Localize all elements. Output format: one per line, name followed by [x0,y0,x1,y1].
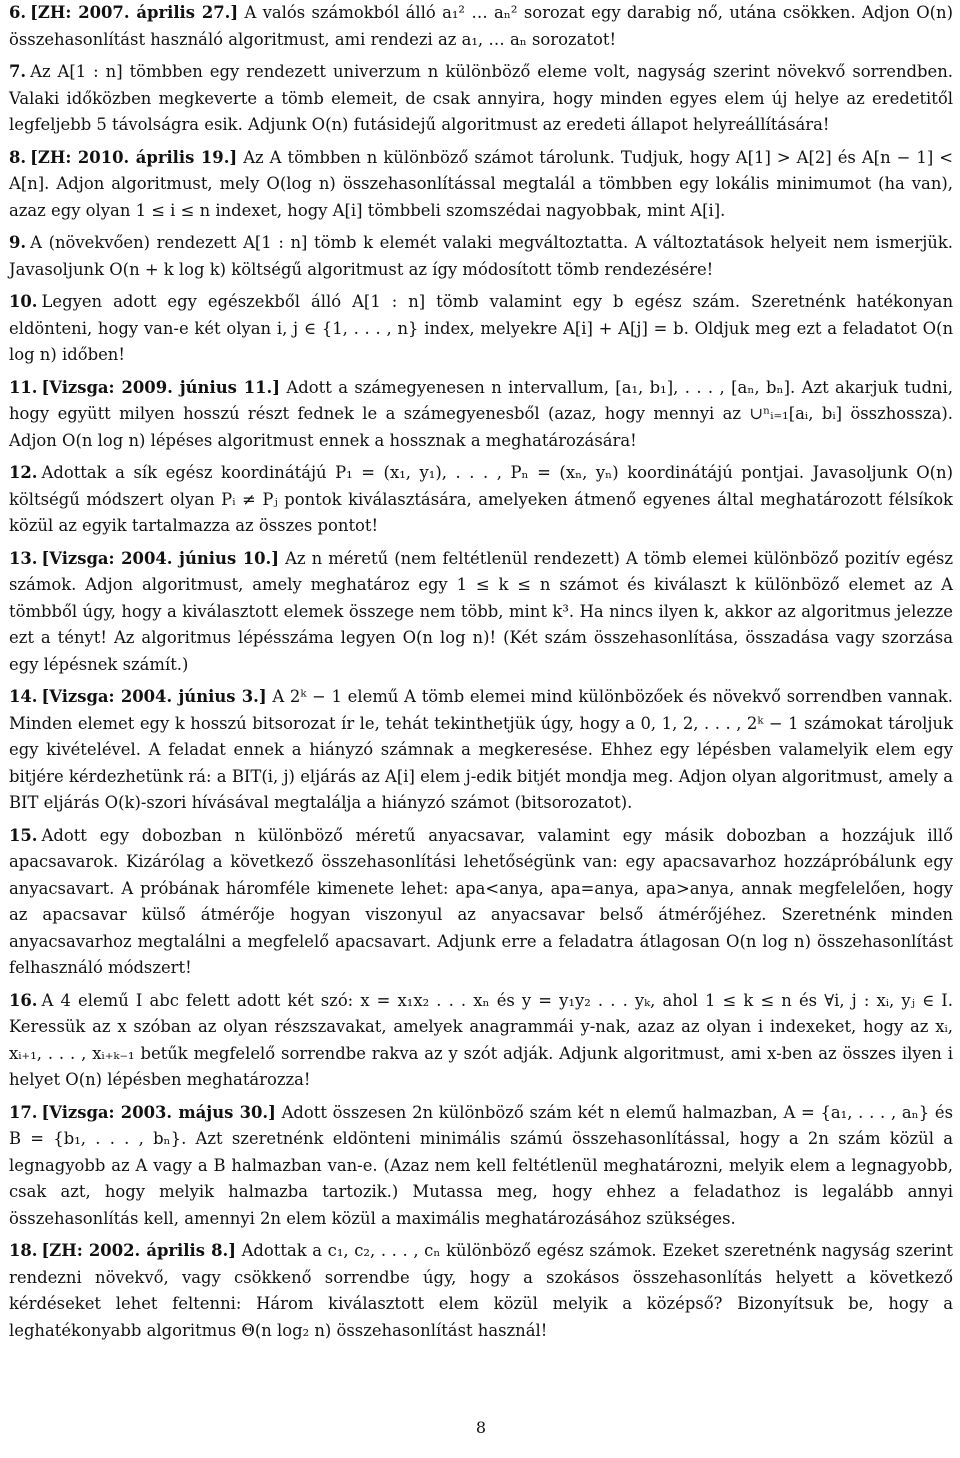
problem-text: Adott összesen 2n különböző szám két n elemű halmazban, A = {a₁, . . . , aₙ} és B = {b₁, . . . , bₙ}. Azt szeretnénk eldönteni minimális számú összehasonlítással, hogy a 2n szám közül a legnagyobb az A vagy a B halmazban van-e. (Azaz nem kell feltétlenül meghatározni, melyik elem a legnagyobb, csak azt, hogy melyik halmazba tartozik.) Mutassa meg, hogy ehhez a feladathoz is legalább annyi összehasonlítás kell, amennyi 2n elem közül a maximális meghatározásához szükséges. [9,1102,953,1228]
problem-16 [9,988,953,1094]
problem-text: Az A tömbben n különböző számot tárolunk. Tudjuk, hogy A[1] > A[2] és A[n − 1] < A[n]. Adjon algoritmust, mely O(log n) összehasonlítással megtalál a tömbben egy lokális minimumot (ha van), azaz egy olyan 1 ≤ i ≤ n indexet, hogy A[i] tömbbeli szomszédai nagyobbak, mint A[i]. [9,147,953,220]
problem-number: 12. [9,463,38,482]
problem-text: Adott egy dobozban n különböző méretű anyacsavar, valamint egy másik dobozban a hozzájuk illő apacsavarok. Kizárólag a következő összehasonlítási lehetőségünk van: egy apacsavarhoz hozzápróbálunk egy anyacsavart. A próbának háromféle kimenete lehet: apa<anya, apa=anya, apa>anya, annak megfelelően, hogy az apacsavar külső átmérője hogyan viszonyul az anyacsavar belső átmérőjéhez. Szeretnénk minden anyacsavarhoz megtalálni a megfelelő apacsavart. Adjunk erre a feladatra átlagosan O(n log n) összehasonlítást felhasználó módszert! [9,825,953,977]
problem-source: [Vizsga: 2009. június 11.] [41,377,281,397]
problem-text: Adottak a sík egész koordinátájú P₁ = (x₁, y₁), . . . , Pₙ = (xₙ, yₙ) koordinátájú pontjai. Javasoljunk O(n) költségű módszert olyan Pᵢ ≠ Pⱼ pontok kiválasztására, amelyeken átmenő egyenes által meghatározott félsíkok közül az egyik tartalmazza az összes pontot! [9,463,953,535]
problem-text: Az n méretű (nem feltétlenül rendezett) A tömb elemei különböző pozitív egész számok. Adjon algoritmust, amely meghatároz egy 1 ≤ k ≤ n számot és kiválaszt k különböző elemet az A tömbből úgy, hogy a kiválasztott elemek összege nem több, mint k³. Ha nincs ilyen k, akkor az algoritmus jelezze ezt a tényt! Az algoritmus lépésszáma legyen O(n log n)! (Két szám összehasonlítása, összadása vagy szorzása egy lépésnek számít.) [9,548,953,674]
problem-number: 16. [9,990,38,1010]
problem-text: A (növekvően) rendezett A[1 : n] tömb k elemét valaki megváltoztatta. A változtatások helyeit nem ismerjük. Javasoljunk O(n + k log k) költségű algoritmust az így módosított tömb rendezésére! [9,233,953,279]
problem-text: A 2ᵏ − 1 elemű A tömb elemei mind különbözőek és növekvő sorrendben vannak. Minden elemet egy k hosszú bitsorozat ír le, tehát tekinthetjük úgy, hogy a 0, 1, 2, . . . , 2ᵏ − 1 számokat tároljuk egy kivételével. A feladat ennek a hiányzó számnak a megkeresése. Ehhez egy lépésben valamelyik elem egy bitjére kérdezhetünk rá: a BIT(i, j) eljárás az A[i] elem j-edik bitjét mondja meg. Adjon olyan algoritmust, amely a BIT eljárás O(k)-szori hívásával megtalálja a hiányzó számot (bitsorozatot). [9,687,953,812]
problem-10 [9,289,953,369]
problem-number: 14. [9,687,38,706]
problem-text: Az A[1 : n] tömbben egy rendezett univerzum n különböző eleme volt, nagyság szerint növekvő sorrendben. Valaki időközben megkeverte a tömb elemeit, de csak annyira, hogy minden egyes elem új helye az eredetitől legfeljebb 5 távolságra esik. Adjunk O(n) futásidejű algoritmust az eredeti állapot helyreállítására! [9,62,953,134]
problem-text: A 4 elemű I abc felett adott két szó: x = x₁x₂ . . . xₙ és y = y₁y₂ . . . yₖ, ahol 1 ≤ k ≤ n és ∀i, j : xᵢ, yⱼ ∈ I. Keressük az x szóban az olyan részszavakat, amelyek anagrammái y-nak, azaz az olyan i indexeket, hogy az xᵢ, xᵢ₊₁, . . . , xᵢ₊ₖ₋₁ betűk megfelelő sorrendbe rakva az y szót adják. Adjunk algoritmust, ami x-ben az összes ilyen i helyet O(n) lépésben meghatározza! [9,990,953,1089]
problem-number: 7. [9,62,27,81]
problem-number: 6. [9,3,27,22]
problem-6 [9,0,953,53]
problem-number: 9. [9,233,27,252]
problem-source: [ZH: 2002. április 8.] [41,1241,236,1260]
problem-source: [ZH: 2007. április 27.] [30,3,239,22]
problem-text: A valós számokból álló a₁² … aₙ² sorozat egy darabig nő, utána csökken. Adjon O(n) összehasonlítást használó algoritmust, ami rendezi az a₁, … aₙ sorozatot! [9,3,953,49]
problem-source: [Vizsga: 2004. június 3.] [41,687,267,706]
problem-18 [9,1238,953,1344]
problem-number: 15. [9,825,38,845]
problem-number: 18. [9,1241,38,1260]
problem-17 [9,1100,953,1233]
problem-13 [9,546,953,679]
problem-source: [ZH: 2010. április 19.] [30,147,238,167]
problem-11 [9,375,953,455]
problem-text: Legyen adott egy egészekből álló A[1 : n] tömb valamint egy b egész szám. Szeretnénk hatékonyan eldönteni, hogy van-e két olyan i, j ∈ {1, . . . , n} index, melyekre A[i] + A[j] = b. Oldjuk meg ezt a feladatot O(n log n) időben! [9,292,953,364]
problem-number: 11. [9,377,38,397]
problem-15 [9,823,953,982]
problem-text: Adott a számegyenesen n intervallum, [a₁, b₁], . . . , [aₙ, bₙ]. Azt akarjuk tudni, hogy együtt milyen hosszú részt fednek le a számegyenesből (azaz, hogy mennyi az ∪ⁿᵢ₌₁[aᵢ, bᵢ] összhossza). Adjon O(n log n) lépéses algoritmust ennek a hossznak a meghatározására! [9,377,953,450]
problem-text: Adottak a c₁, c₂, . . . , cₙ különböző egész számok. Ezeket szeretnénk nagyság szerint rendezni növekvő, vagy csökkenő sorrendbe úgy, hogy a szokásos összehasonlítás helyett a következő kérdéseket lehet feltenni: Három kiválasztott elem közül melyik a középső? Bizonyítsuk be, hogy a leghatékonyabb algoritmus Θ(n log₂ n) összehasonlítást használ! [9,1241,953,1340]
problem-12 [9,460,953,540]
problem-source: [Vizsga: 2003. május 30.] [41,1102,276,1122]
page-number: 8 [475,1418,487,1437]
problem-7 [9,59,953,139]
problem-number: 10. [9,292,38,311]
document-page [9,0,953,1458]
problem-number: 8. [9,147,27,167]
problem-number: 17. [9,1102,38,1122]
problem-9 [9,230,953,283]
problem-source: [Vizsga: 2004. június 10.] [41,548,279,568]
problem-8 [9,145,953,225]
problem-14 [9,684,953,817]
problem-number: 13. [9,548,38,568]
